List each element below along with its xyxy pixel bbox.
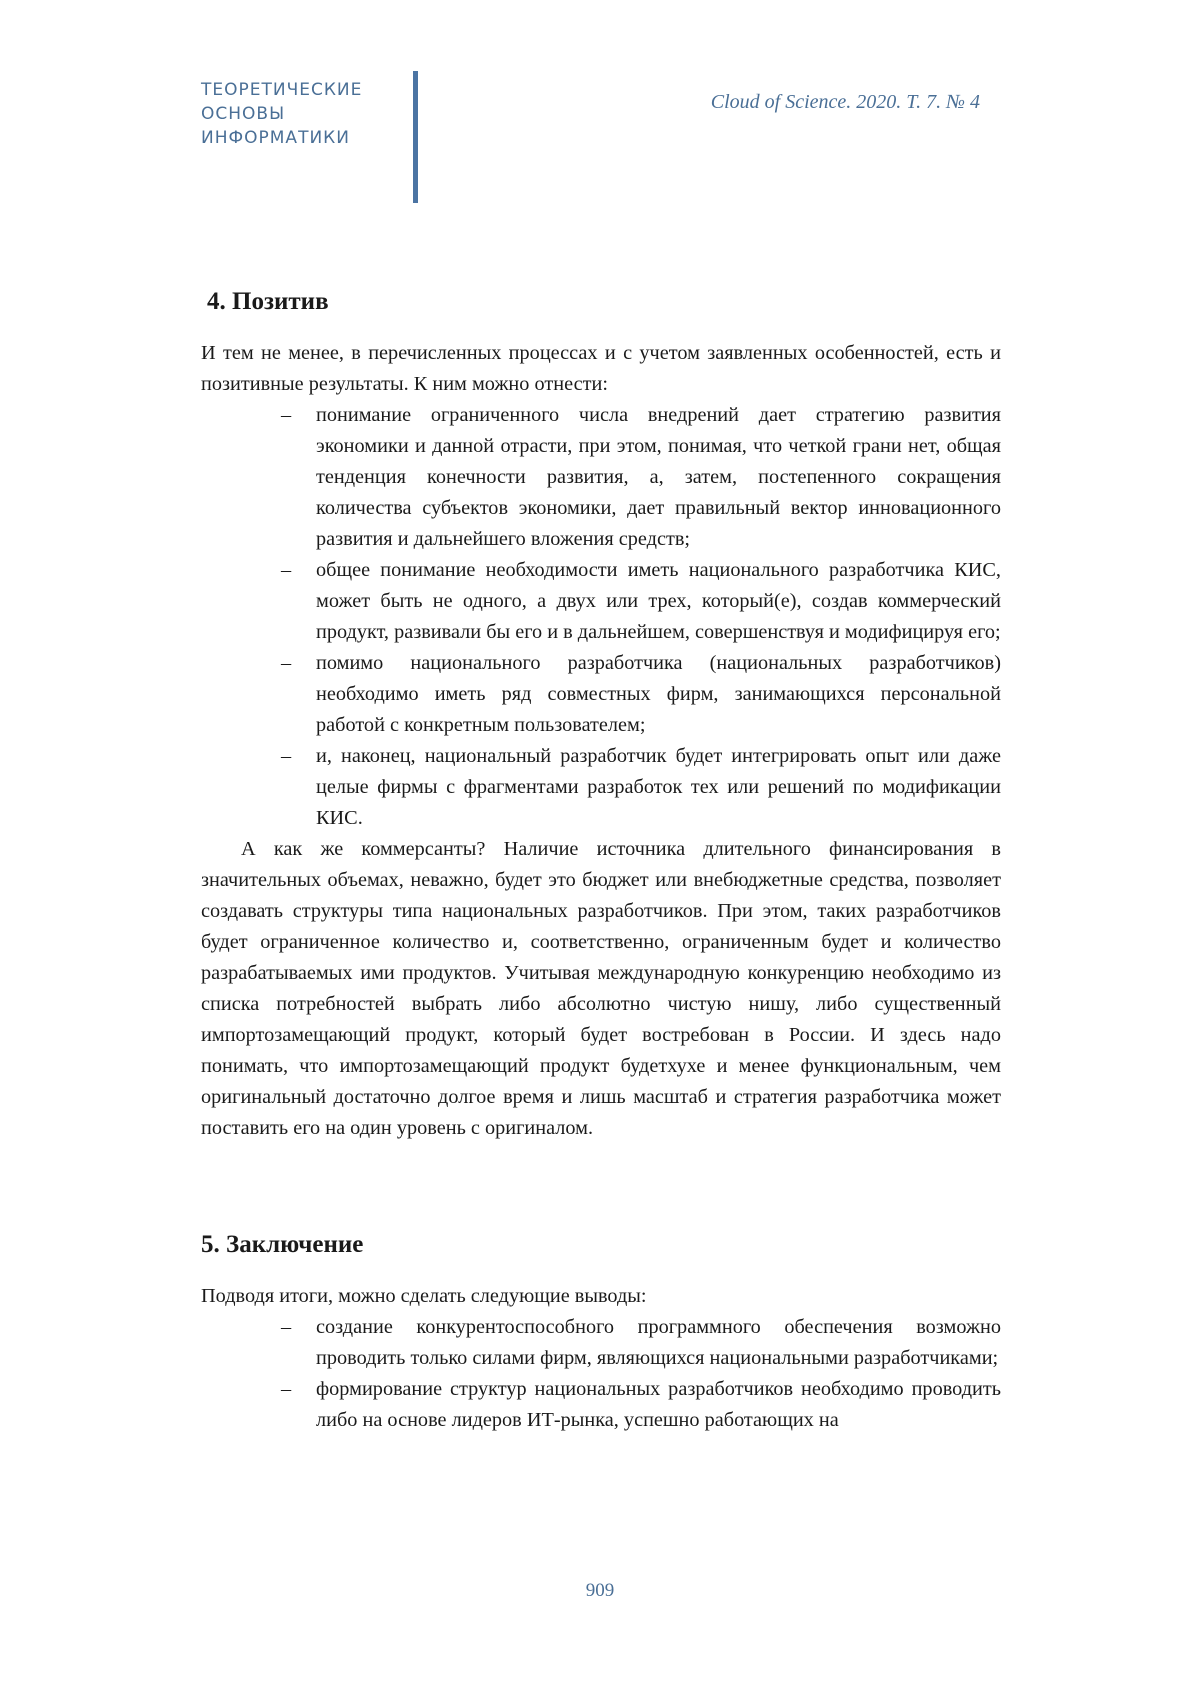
list-item-text: общее понимание необходимости иметь национального разработчика КИС, может быть не одного, а двух или трех, который(е), создав коммерческий продукт, развивали бы его и в дальнейшем, совершенствуя и модифицируя его; bbox=[316, 559, 1001, 643]
section-5-heading: 5. Заключение bbox=[201, 1231, 364, 1258]
section-5-intro: Подводя итоги, можно сделать следующие выводы: bbox=[201, 1285, 647, 1307]
list-item-text: понимание ограниченного числа внедрений дает стратегию развития экономики и данной отрасти, при этом, понимая, что четкой грани нет, общая тенденция конечности развития, а, затем, постепенного сокращения количества субъектов экономики, дает правильный вектор инновационного развития и дальнейшего вложения средств; bbox=[316, 404, 1001, 550]
list-item bbox=[201, 555, 1001, 648]
journal-reference: Cloud of Science. 2020. Т. 7. № 4 bbox=[710, 91, 980, 113]
section-label-line: ИНФОРМАТИКИ bbox=[201, 128, 350, 148]
list-item-text: создание конкурентоспособного программного обеспечения возможно проводить только силами фирм, являющихся национальными разработчиками; bbox=[316, 1316, 1001, 1369]
page-number: 909 bbox=[585, 1580, 615, 1601]
dash-marker: – bbox=[281, 1378, 292, 1400]
section-4-list bbox=[201, 400, 1001, 834]
dash-marker: – bbox=[281, 745, 292, 767]
dash-marker: – bbox=[281, 404, 292, 426]
section-label-line: ТЕОРЕТИЧЕСКИЕ bbox=[201, 80, 363, 100]
section-label-line: ОСНОВЫ bbox=[201, 104, 286, 124]
list-item bbox=[201, 400, 1001, 555]
dash-marker: – bbox=[281, 1316, 292, 1338]
list-item-text: и, наконец, национальный разработчик будет интегрировать опыт или даже целые фирмы с фрагментами разработок тех или решений по модификации КИС. bbox=[316, 745, 1001, 829]
list-item bbox=[201, 648, 1001, 741]
dash-marker: – bbox=[281, 559, 292, 581]
list-item bbox=[201, 1312, 1001, 1374]
header-rule bbox=[413, 71, 418, 203]
list-item-text: формирование структур национальных разработчиков необходимо проводить либо на основе лидеров ИТ-рынка, успешно работающих на bbox=[316, 1378, 1001, 1431]
section-4-body bbox=[201, 338, 1001, 1144]
list-item-text: помимо национального разработчика (национальных разработчиков) необходимо иметь ряд совместных фирм, занимающихся персональной работой с конкретным пользователем; bbox=[316, 652, 1001, 736]
section-5-body bbox=[201, 1281, 1001, 1436]
dash-marker: – bbox=[281, 652, 292, 674]
list-item bbox=[201, 1374, 1001, 1436]
section-4-intro: И тем не менее, в перечисленных процессах и с учетом заявленных особенностей, есть и позитивные результаты. К ним можно отнести: bbox=[201, 342, 1001, 395]
section-4-heading: 4. Позитив bbox=[207, 288, 329, 315]
section-label bbox=[201, 78, 362, 150]
section-5-list bbox=[201, 1312, 1001, 1436]
section-4-paragraph: А как же коммерсанты? Наличие источника длительного финансирования в значительных объемах, неважно, будет это бюджет или внебюджетные средства, позволяет создавать структуры типа национальных разработчиков. При этом, таких разработчиков будет ограниченное количество и, соответственно, ограниченным будет и количество разрабатываемых ими продуктов. Учитывая международную конкуренцию необходимо из списка потребностей выбрать либо абсолютно чистую нишу, либо существенный импортозамещающий продукт, который будет востребован в России. И здесь надо понимать, что импортозамещающий продукт будетхухе и менее функциональным, чем оригинальный достаточно долгое время и лишь масштаб и стратегия разработчика может поставить его на один уровень с оригиналом. bbox=[201, 838, 1001, 1139]
list-item bbox=[201, 741, 1001, 834]
